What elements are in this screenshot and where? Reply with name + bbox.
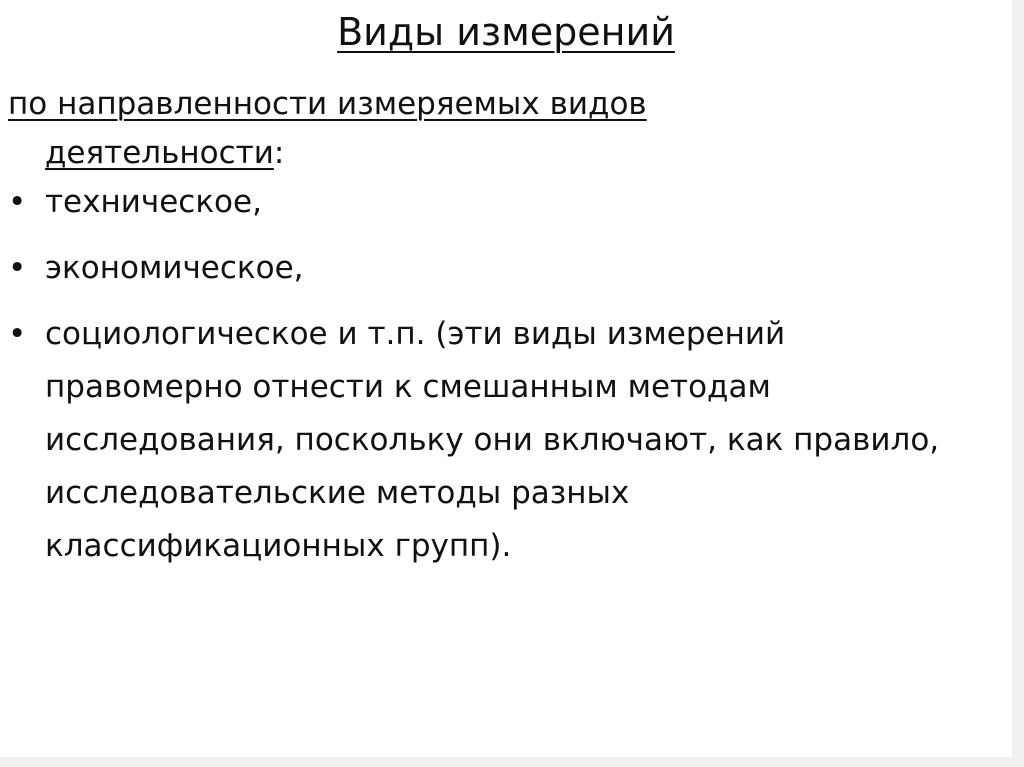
bullet-list — [8, 176, 968, 586]
bullet-icon: • — [8, 250, 27, 286]
bullet-text: техническое, — [45, 184, 262, 220]
lead-text-part-2: деятельности — [45, 135, 274, 171]
bullet-icon: • — [8, 184, 27, 220]
bullet-item — [8, 242, 968, 295]
lead-line-2 — [8, 129, 948, 178]
lead-colon: : — [273, 135, 285, 171]
bullet-text: экономическое, — [45, 250, 304, 286]
slide-title: Виды измерений — [337, 10, 675, 54]
lead-line-1 — [8, 80, 948, 129]
bullet-item — [8, 176, 968, 229]
bullet-item — [8, 308, 968, 573]
bullet-text: социологическое и т.п. (эти виды измерений правомерно отнести к смешанным методам исследования, поскольку они включают, как правило, исследовательские методы разных классификационных групп). — [45, 316, 940, 564]
lead-paragraph — [8, 80, 948, 178]
lead-text-part-1: по направленности измеряемых видов — [8, 86, 647, 122]
bullet-icon: • — [8, 316, 27, 352]
